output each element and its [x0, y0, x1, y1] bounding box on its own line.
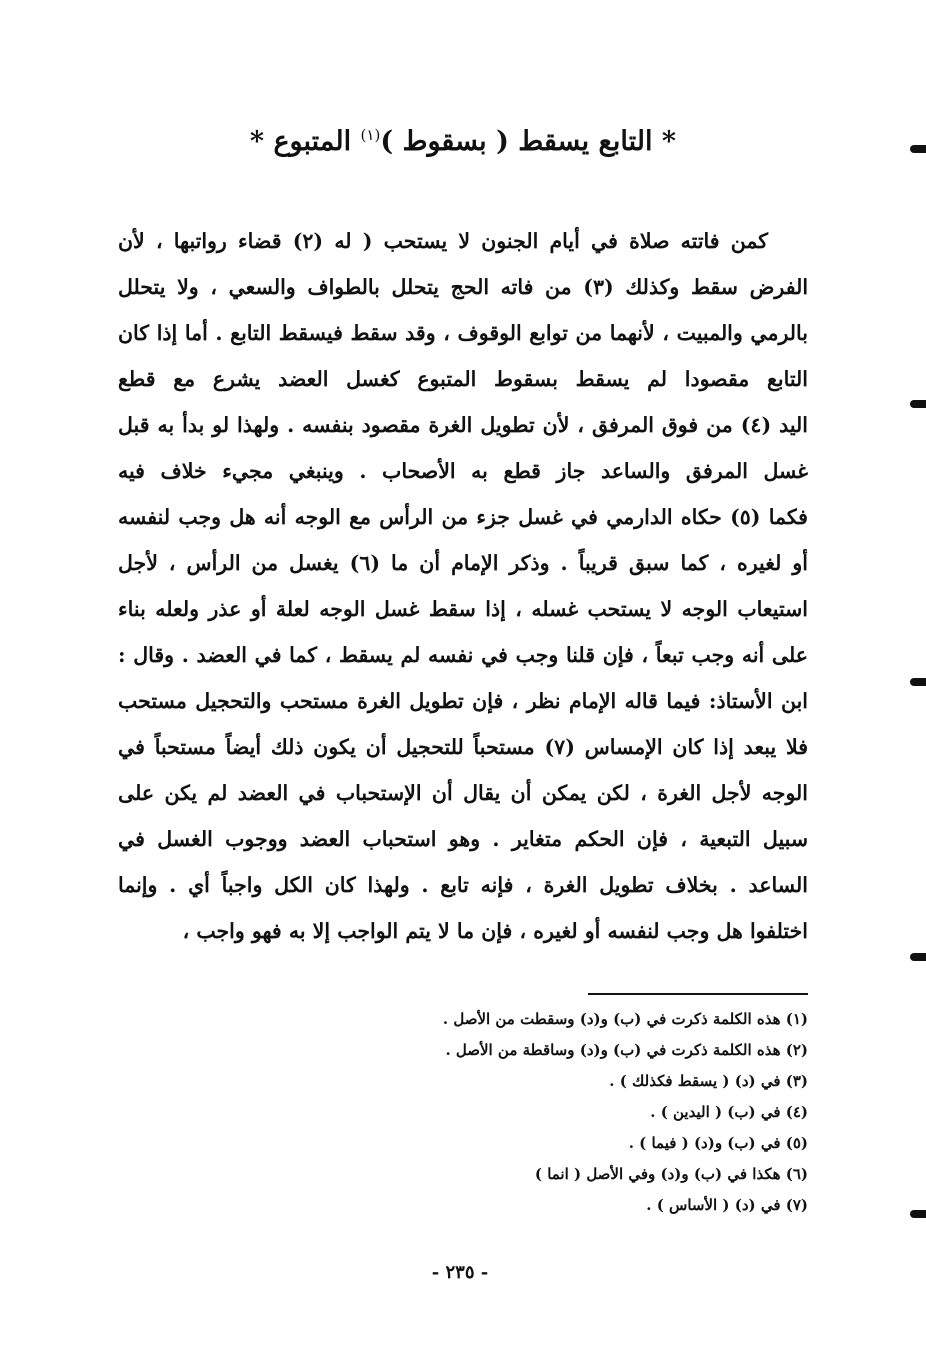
text-line: التابع مقصودا لم يسقط بسقوط المتبوع كغسل العضد يشرع مع قطع [118, 367, 808, 391]
footnote: (٣) في (د) ( يسقط فكذلك ) . [609, 1072, 808, 1090]
text-line: ابن الأستاذ: فيما قاله الإمام نظر ، فإن تطويل الغرة مستحب والتحجيل مستحب [118, 689, 808, 713]
scan-edge-mark [910, 1210, 926, 1218]
title-text: * التابع يسقط ( بسقوط ) [380, 126, 677, 157]
title-text-end: المتبوع * [249, 126, 361, 157]
scan-edge-mark [910, 400, 926, 408]
footnote: (١) هذه الكلمة ذكرت في (ب) و(د) وسقطت من الأصل . [442, 1010, 808, 1028]
text-line: فكما (٥) حكاه الدارمي في غسل جزء من الرأس مع الوجه أنه هل وجب لنفسه [118, 505, 808, 529]
scan-edge-mark [910, 145, 926, 153]
section-title [120, 126, 806, 157]
text-line: الساعد . بخلاف تطويل الغرة ، فإنه تابع . ولهذا كان الكل واجباً أي . وإنما [118, 873, 808, 897]
text-line: أو لغيره ، كما سبق قريباً . وذكر الإمام أن ما (٦) يغسل من الرأس ، لأجل [118, 551, 808, 575]
body-text [118, 218, 808, 954]
footnote-separator [588, 993, 808, 995]
text-line: كمن فاتته صلاة في أيام الجنون لا يستحب ( له (٢) قضاء رواتبها ، لأن [118, 229, 769, 253]
page-number: - ٢٣٥ - [431, 1262, 489, 1283]
footnotes [300, 1004, 808, 1221]
footnote: (٧) في (د) ( الأساس ) . [646, 1196, 808, 1214]
footnote: (٤) في (ب) ( اليدين ) . [650, 1103, 808, 1121]
scan-edge-mark [910, 678, 926, 686]
scan-edge-mark [910, 953, 926, 961]
text-line: استيعاب الوجه لا يستحب غسله ، إذا سقط غسل الوجه لعلة أو عذر ولعله بناء [118, 597, 808, 621]
footnote: (٥) في (ب) و(د) ( فيما ) . [628, 1134, 808, 1152]
text-line: اختلفوا هل وجب لنفسه أو لغيره ، فإن ما لا يتم الواجب إلا به فهو واجب ، [182, 919, 808, 943]
text-line: الفرض سقط وكذلك (٣) من فاته الحج يتحلل بالطواف والسعي ، ولا يتحلل [118, 275, 808, 299]
text-line: الوجه لأجل الغرة ، لكن يمكن أن يقال أن الإستحباب في العضد لم يكن على [118, 781, 808, 805]
footnote: (٦) هكذا في (ب) و(د) وفي الأصل ( انما ) [534, 1165, 808, 1183]
text-line: اليد (٤) من فوق المرفق ، لأن تطويل الغرة مقصود بنفسه . ولهذا لو بدأ به قبل [118, 413, 808, 437]
text-line: سبيل التبعية ، فإن الحكم متغاير . وهو استحباب العضد ووجوب الغسل في [118, 827, 808, 851]
title-footnote-ref: (١) [360, 126, 381, 144]
text-line: غسل المرفق والساعد جاز قطع به الأصحاب . وينبغي مجيء خلاف فيه [118, 459, 808, 483]
text-line: على أنه وجب تبعاً ، فإن قلنا وجب في نفسه لم يسقط ، كما في العضد . وقال : [118, 643, 808, 667]
footnote: (٢) هذه الكلمة ذكرت في (ب) و(د) وساقطة من الأصل . [445, 1041, 808, 1059]
text-line: فلا يبعد إذا كان الإمساس (٧) مستحباً للتحجيل أن يكون ذلك أيضاً مستحباً في [118, 735, 808, 759]
text-line: بالرمي والمبيت ، لأنهما من توابع الوقوف ، وقد سقط فيسقط التابع . أما إذا كان [118, 321, 808, 345]
